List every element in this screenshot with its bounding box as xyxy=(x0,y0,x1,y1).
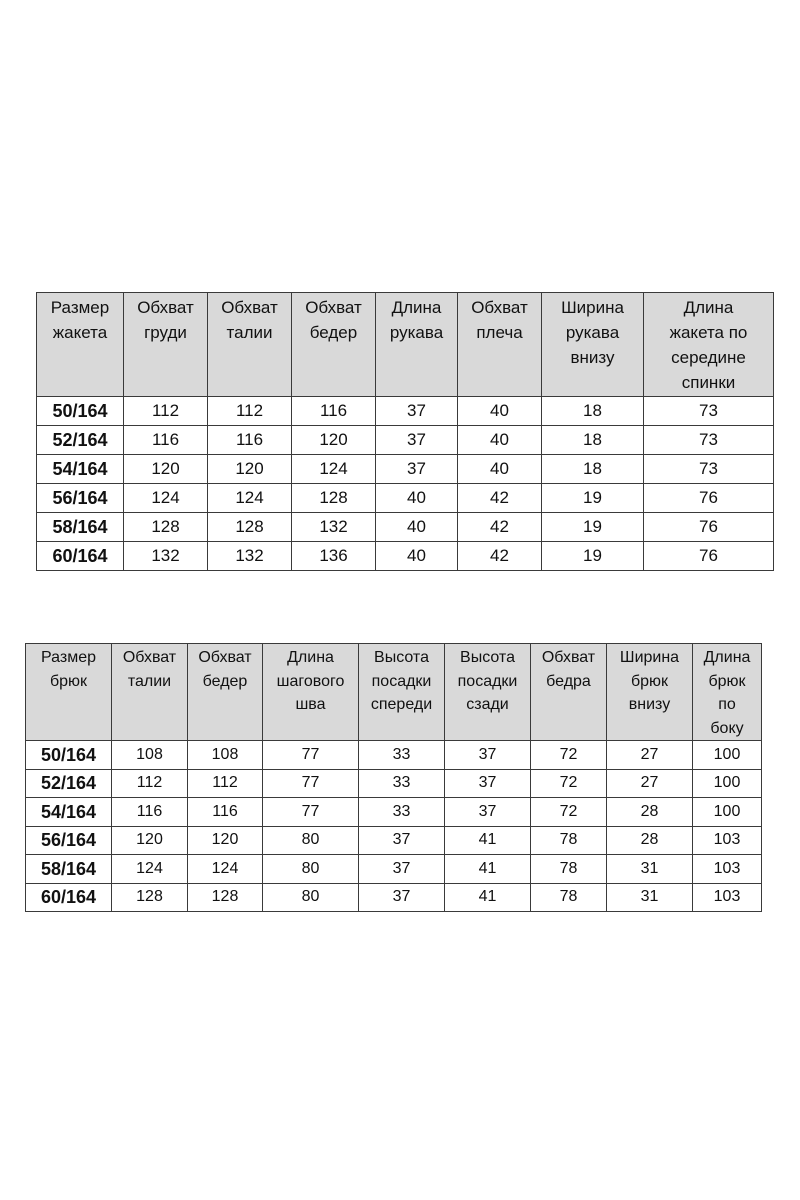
header-cell: Обхват бедра xyxy=(531,644,607,741)
table-cell: 132 xyxy=(208,542,292,571)
table-cell: 116 xyxy=(188,798,263,827)
table-cell: 28 xyxy=(607,826,693,855)
table-cell: 120 xyxy=(208,455,292,484)
header-cell: Обхват талии xyxy=(112,644,188,741)
table-cell: 103 xyxy=(693,855,762,884)
table-row xyxy=(26,883,762,912)
table-cell: 128 xyxy=(208,513,292,542)
size-cell: 56/164 xyxy=(37,484,124,513)
header-cell: Обхват бедер xyxy=(188,644,263,741)
size-cell: 60/164 xyxy=(26,883,112,912)
table-cell: 31 xyxy=(607,883,693,912)
table-cell: 76 xyxy=(644,484,774,513)
table-cell: 77 xyxy=(263,798,359,827)
table-cell: 136 xyxy=(292,542,376,571)
header-cell: Обхват бедер xyxy=(292,293,376,397)
header-cell: Обхват плеча xyxy=(458,293,542,397)
table-cell: 72 xyxy=(531,741,607,770)
table-cell: 37 xyxy=(445,769,531,798)
header-cell: Длина шагового шва xyxy=(263,644,359,741)
table-row xyxy=(26,798,762,827)
table-cell: 78 xyxy=(531,855,607,884)
table-cell: 120 xyxy=(112,826,188,855)
header-cell: Ширина брюк внизу xyxy=(607,644,693,741)
table-cell: 120 xyxy=(292,426,376,455)
table-cell: 77 xyxy=(263,769,359,798)
table-row xyxy=(26,769,762,798)
table-cell: 73 xyxy=(644,426,774,455)
table-cell: 41 xyxy=(445,883,531,912)
table-cell: 72 xyxy=(531,769,607,798)
table-cell: 73 xyxy=(644,397,774,426)
table-row xyxy=(26,741,762,770)
header-cell: Размер брюк xyxy=(26,644,112,741)
table-row xyxy=(37,513,774,542)
table-cell: 124 xyxy=(124,484,208,513)
table-cell: 37 xyxy=(445,798,531,827)
table-cell: 128 xyxy=(188,883,263,912)
table-cell: 132 xyxy=(124,542,208,571)
table-cell: 112 xyxy=(112,769,188,798)
table-cell: 72 xyxy=(531,798,607,827)
table-cell: 19 xyxy=(542,484,644,513)
table-cell: 27 xyxy=(607,769,693,798)
table-row xyxy=(37,426,774,455)
table-cell: 42 xyxy=(458,484,542,513)
header-cell: Обхват талии xyxy=(208,293,292,397)
table-cell: 76 xyxy=(644,542,774,571)
table-row xyxy=(26,826,762,855)
header-cell: Обхват груди xyxy=(124,293,208,397)
table-cell: 128 xyxy=(112,883,188,912)
table-cell: 40 xyxy=(458,397,542,426)
table-cell: 103 xyxy=(693,826,762,855)
table-cell: 116 xyxy=(112,798,188,827)
table-cell: 42 xyxy=(458,513,542,542)
table-cell: 80 xyxy=(263,883,359,912)
table-cell: 112 xyxy=(208,397,292,426)
table-cell: 40 xyxy=(376,513,458,542)
size-cell: 54/164 xyxy=(26,798,112,827)
table-cell: 128 xyxy=(292,484,376,513)
table-cell: 28 xyxy=(607,798,693,827)
table-cell: 73 xyxy=(644,455,774,484)
table-cell: 124 xyxy=(208,484,292,513)
header-cell: Длина жакета по середине спинки xyxy=(644,293,774,397)
pants-size-table xyxy=(25,643,762,912)
header-cell: Высота посадки спереди xyxy=(359,644,445,741)
table-cell: 80 xyxy=(263,855,359,884)
header-cell: Высота посадки сзади xyxy=(445,644,531,741)
table-cell: 112 xyxy=(188,769,263,798)
table-cell: 31 xyxy=(607,855,693,884)
table-cell: 100 xyxy=(693,769,762,798)
table-cell: 132 xyxy=(292,513,376,542)
size-cell: 50/164 xyxy=(37,397,124,426)
table-cell: 128 xyxy=(124,513,208,542)
table-cell: 37 xyxy=(359,883,445,912)
table-row xyxy=(37,542,774,571)
table-cell: 103 xyxy=(693,883,762,912)
table-cell: 40 xyxy=(376,484,458,513)
table-cell: 41 xyxy=(445,855,531,884)
header-row xyxy=(37,293,774,397)
table-row xyxy=(26,855,762,884)
table-cell: 120 xyxy=(188,826,263,855)
size-cell: 58/164 xyxy=(26,855,112,884)
size-cell: 60/164 xyxy=(37,542,124,571)
table-cell: 27 xyxy=(607,741,693,770)
table-cell: 116 xyxy=(124,426,208,455)
table-cell: 37 xyxy=(376,455,458,484)
header-row xyxy=(26,644,762,741)
table-cell: 80 xyxy=(263,826,359,855)
size-cell: 52/164 xyxy=(26,769,112,798)
table-cell: 116 xyxy=(292,397,376,426)
table-row xyxy=(37,397,774,426)
table-cell: 40 xyxy=(458,455,542,484)
table-cell: 18 xyxy=(542,426,644,455)
table-cell: 37 xyxy=(445,741,531,770)
table-cell: 124 xyxy=(292,455,376,484)
table-cell: 116 xyxy=(208,426,292,455)
table-cell: 77 xyxy=(263,741,359,770)
table-cell: 33 xyxy=(359,798,445,827)
table-cell: 37 xyxy=(376,426,458,455)
jacket-size-table xyxy=(36,292,774,571)
header-cell: Длина рукава xyxy=(376,293,458,397)
table-cell: 124 xyxy=(112,855,188,884)
table-cell: 120 xyxy=(124,455,208,484)
table-cell: 33 xyxy=(359,769,445,798)
table-cell: 100 xyxy=(693,741,762,770)
header-cell: Размер жакета xyxy=(37,293,124,397)
table-cell: 76 xyxy=(644,513,774,542)
header-cell: Длина брюк по боку xyxy=(693,644,762,741)
table-cell: 40 xyxy=(376,542,458,571)
table-row xyxy=(37,484,774,513)
size-cell: 50/164 xyxy=(26,741,112,770)
table-cell: 37 xyxy=(376,397,458,426)
table-cell: 40 xyxy=(458,426,542,455)
table-cell: 42 xyxy=(458,542,542,571)
table-cell: 37 xyxy=(359,826,445,855)
table-cell: 19 xyxy=(542,542,644,571)
size-cell: 54/164 xyxy=(37,455,124,484)
table-cell: 18 xyxy=(542,455,644,484)
table-cell: 108 xyxy=(112,741,188,770)
table-cell: 124 xyxy=(188,855,263,884)
table-cell: 100 xyxy=(693,798,762,827)
table-cell: 112 xyxy=(124,397,208,426)
table-row xyxy=(37,455,774,484)
table-cell: 19 xyxy=(542,513,644,542)
header-cell: Ширина рукава внизу xyxy=(542,293,644,397)
table-cell: 33 xyxy=(359,741,445,770)
table-cell: 78 xyxy=(531,883,607,912)
table-cell: 108 xyxy=(188,741,263,770)
table-cell: 18 xyxy=(542,397,644,426)
table-cell: 41 xyxy=(445,826,531,855)
size-cell: 52/164 xyxy=(37,426,124,455)
table-cell: 78 xyxy=(531,826,607,855)
size-cell: 58/164 xyxy=(37,513,124,542)
table-cell: 37 xyxy=(359,855,445,884)
size-cell: 56/164 xyxy=(26,826,112,855)
